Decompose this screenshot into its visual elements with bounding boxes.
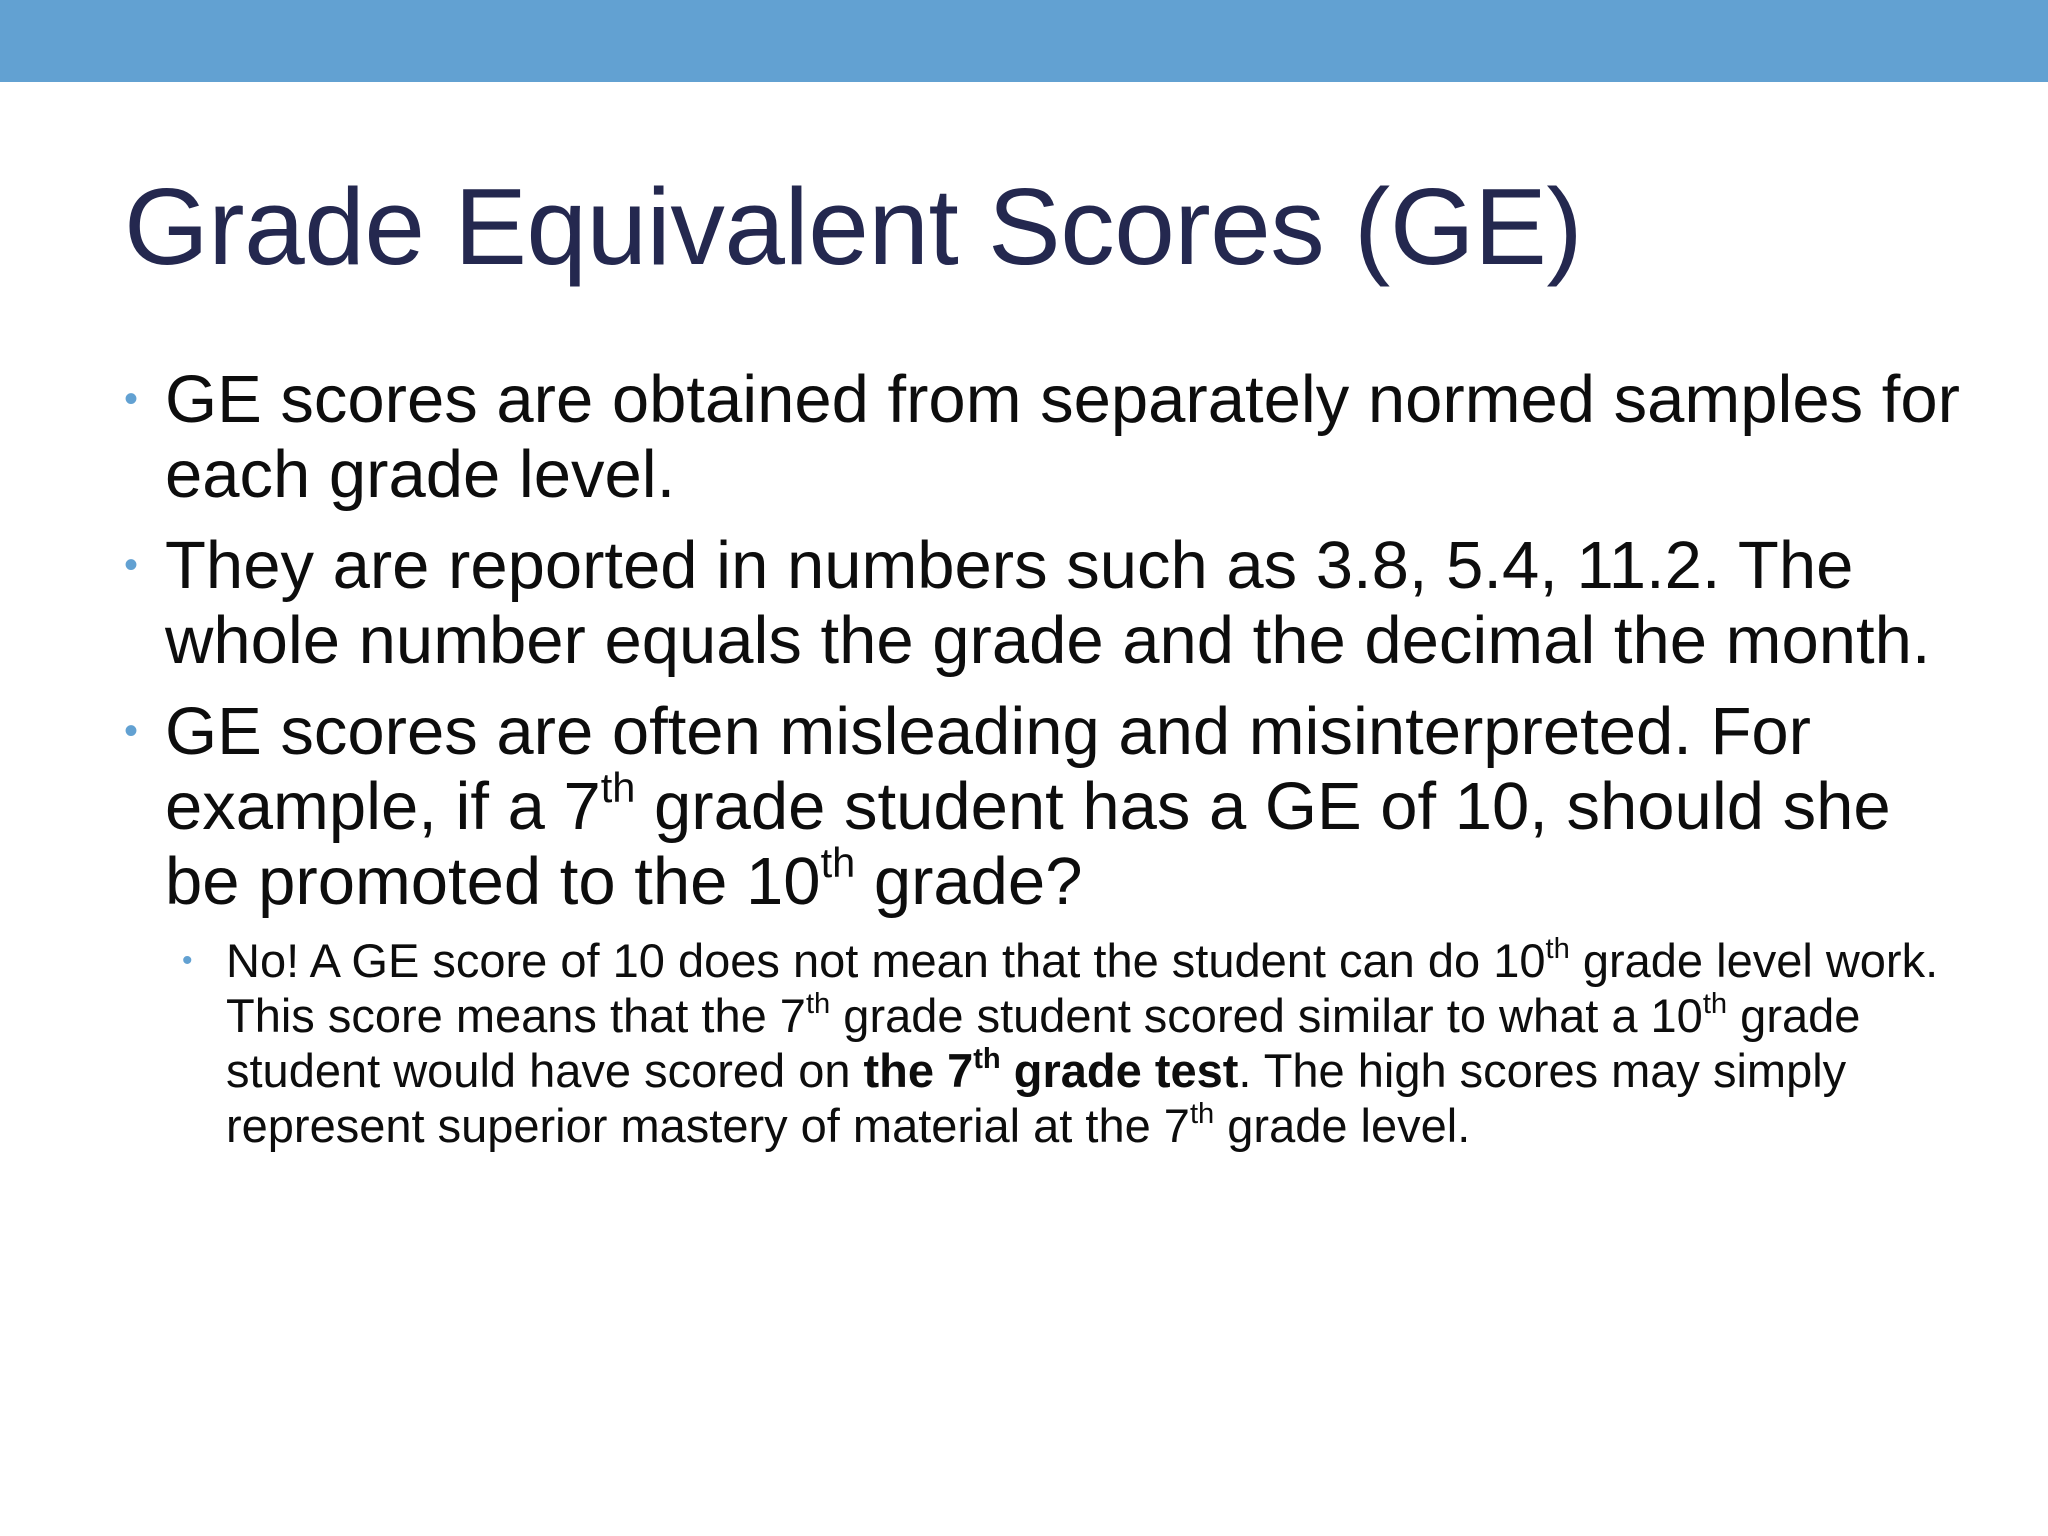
text-run: grade level. [1214, 1099, 1471, 1152]
bullet-list [110, 362, 1970, 1153]
ordinal-superscript: th [973, 1043, 1001, 1076]
bullet-item [110, 694, 1970, 919]
bullet-dot-icon: • [124, 377, 139, 421]
header-accent-bar [0, 0, 2048, 82]
ordinal-superscript: th [805, 988, 831, 1021]
text-run: . The high scores may simply represent superior mastery of material at the 7 [226, 1044, 1847, 1152]
text-run: GE scores are often misleading and misinterpreted. For example, if a 7 [165, 694, 1811, 844]
ordinal-superscript: th [600, 764, 636, 812]
ordinal-superscript: th [1702, 988, 1728, 1021]
text-run: No! A GE score of 10 does not mean that the student can do 10 [226, 934, 1546, 987]
text-run: grade? [855, 844, 1083, 919]
text-run: grade student scored similar to what a 10 [830, 989, 1703, 1042]
text-run: grade student would have scored on [226, 989, 1861, 1097]
bullet-dot-icon: • [182, 944, 193, 977]
bullet-dot-icon: • [124, 543, 139, 587]
ordinal-superscript: th [1189, 1098, 1215, 1131]
bold-emphasis [864, 1044, 1239, 1097]
sub-bullet-text [226, 933, 2006, 1153]
text-run: grade student has a GE of 10, should she be promoted to the 10 [165, 769, 1891, 919]
text-run: grade test [1000, 1044, 1239, 1097]
text-run: grade level work. This score means that the 7 [226, 934, 1939, 1042]
ordinal-superscript: th [820, 839, 856, 887]
slide-title: Grade Equivalent Scores (GE) [124, 166, 1583, 288]
bullet-item [110, 362, 1970, 512]
sub-bullet-item [110, 933, 2006, 1153]
bullet-text [165, 694, 1970, 919]
bullet-text: GE scores are obtained from separately normed samples for each grade level. [165, 362, 1960, 512]
bullet-dot-icon: • [124, 709, 139, 753]
bullet-text: They are reported in numbers such as 3.8, 5.4, 11.2. The whole number equals the grade and the decimal the month. [165, 528, 1931, 678]
text-run: the 7 [863, 1044, 974, 1097]
ordinal-superscript: th [1545, 933, 1570, 966]
bullet-item [110, 528, 1970, 678]
